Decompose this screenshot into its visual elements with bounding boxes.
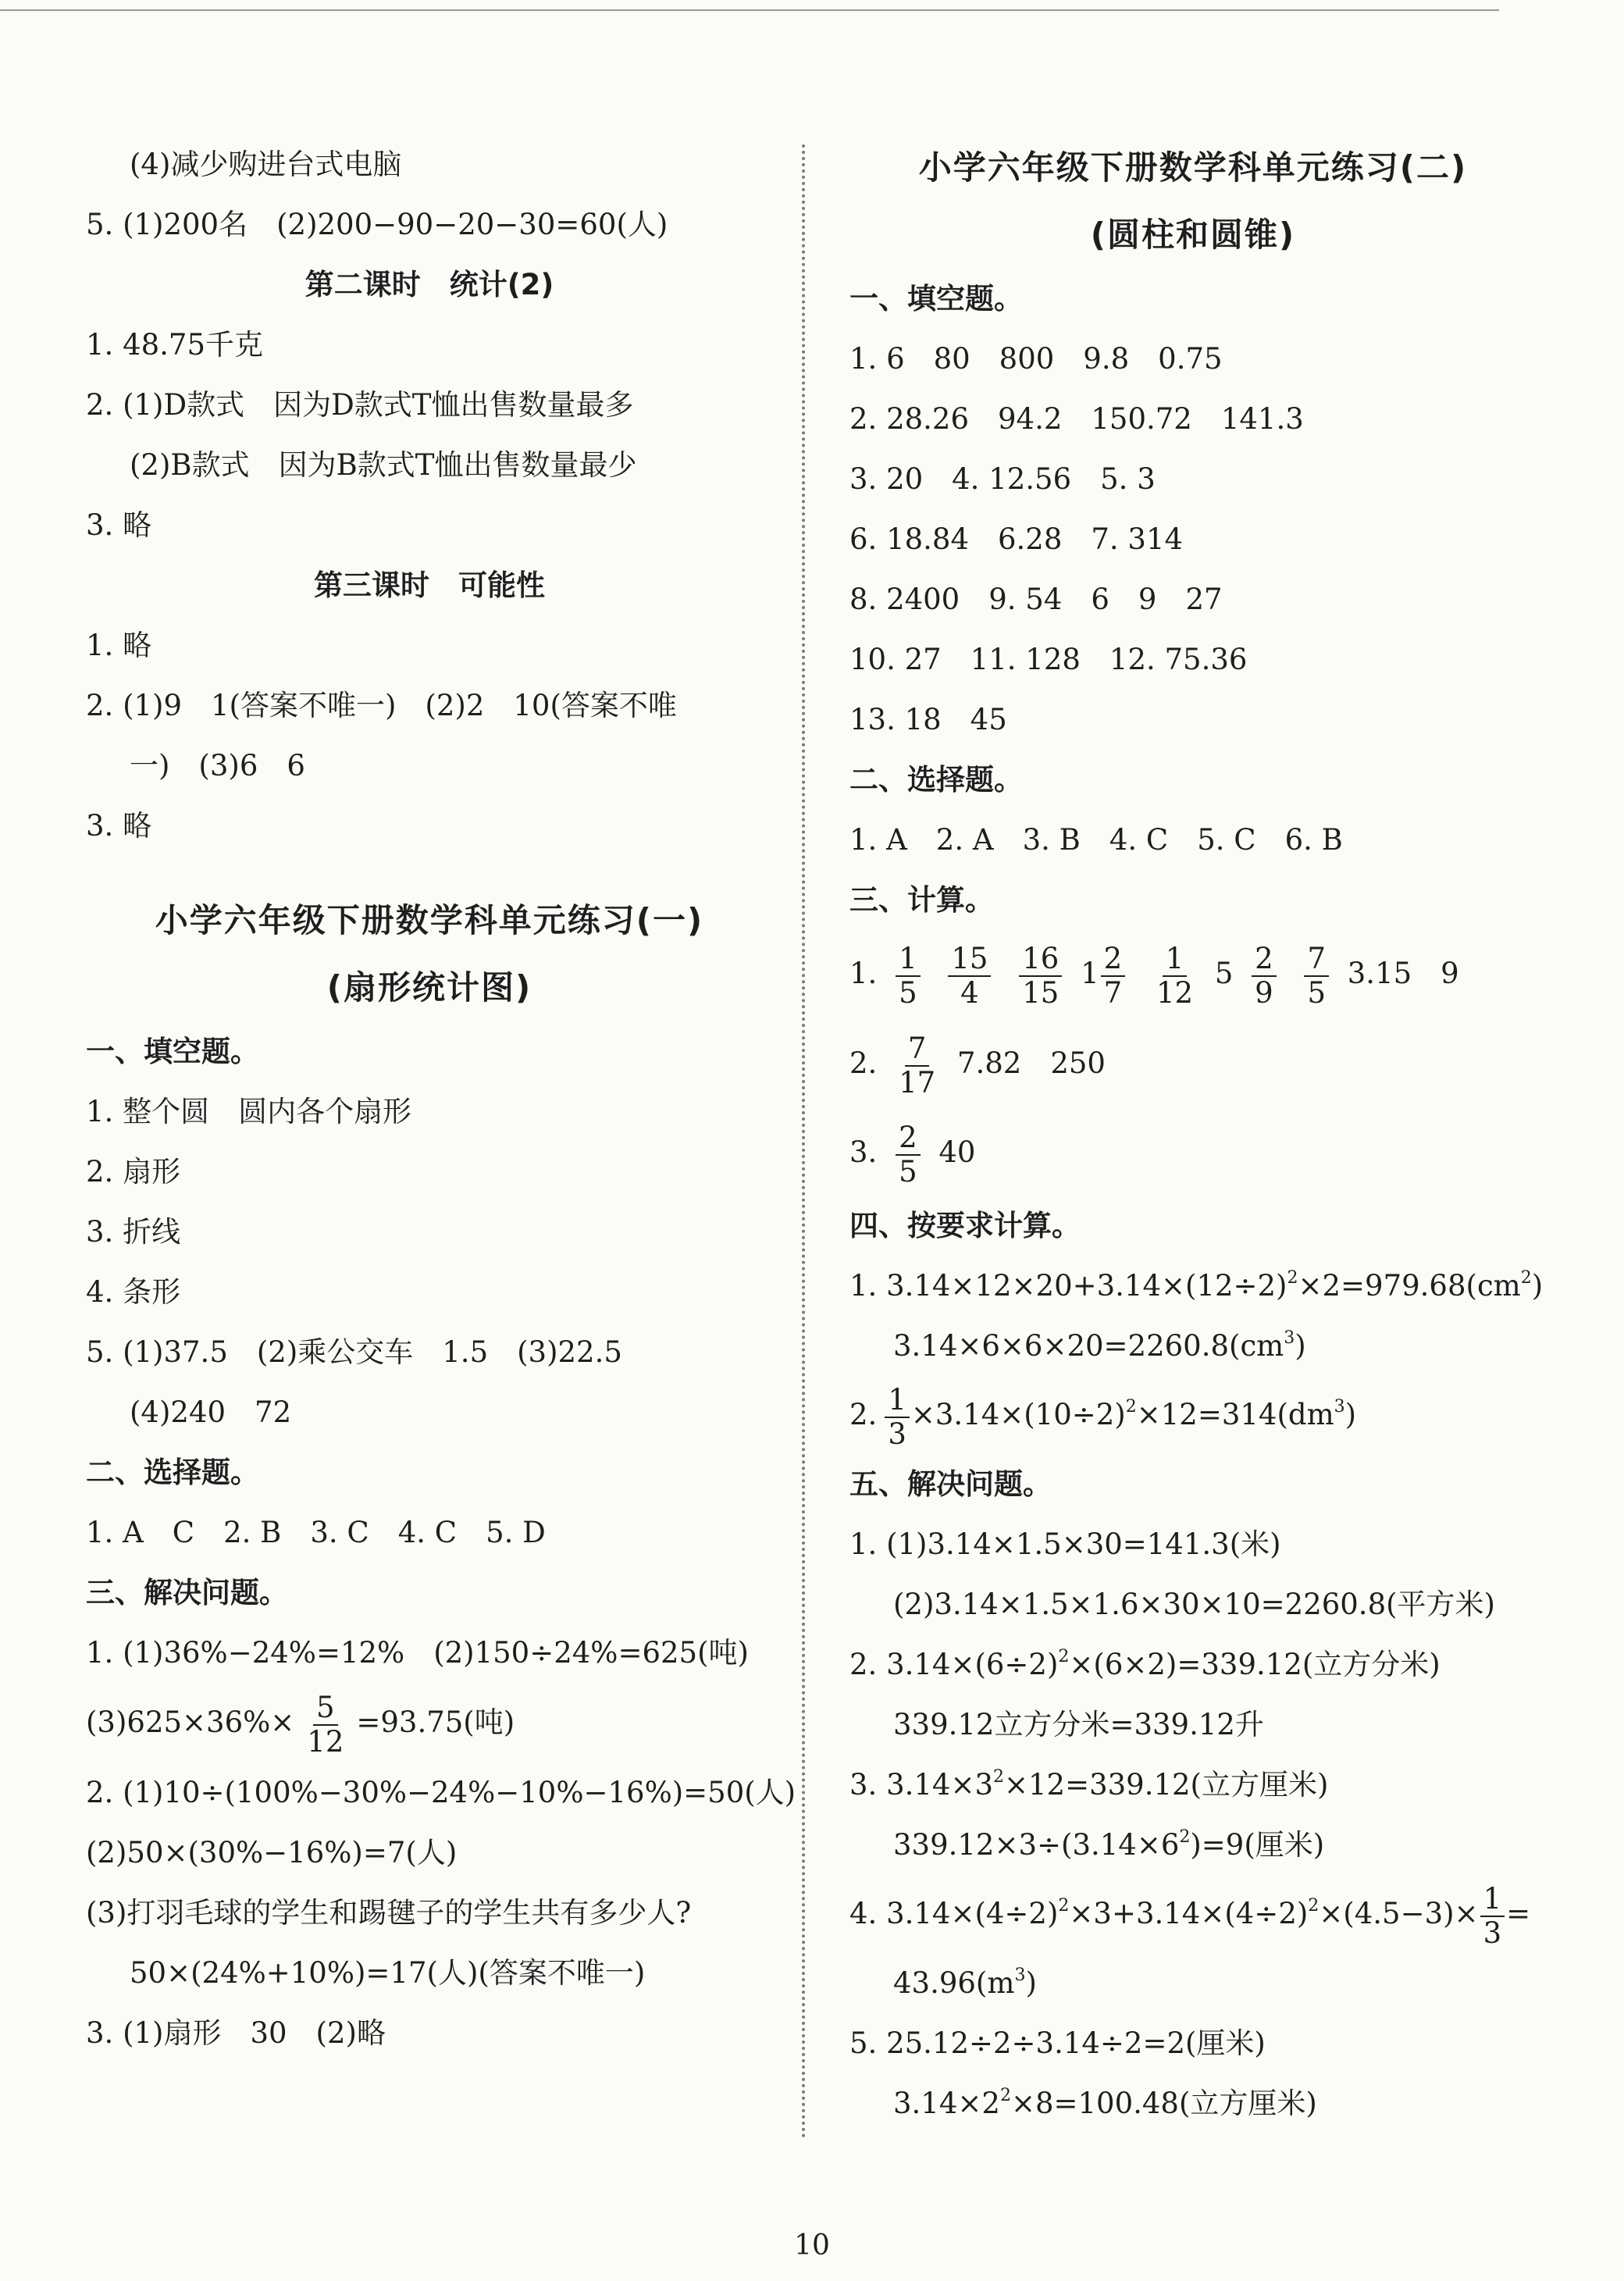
answer-line: 1. A C 2. B 3. C 4. C 5. D (86, 1516, 546, 1549)
column-divider (802, 144, 805, 2140)
answer-line: 2. (1)D款式 因为D款式T恤出售数量最多 (86, 388, 634, 422)
answer-line: 2. 28.26 94.2 150.72 141.3 (849, 402, 1304, 436)
section-heading: 二、选择题。 (86, 1456, 259, 1489)
answer-line: 1. $3.14\times 12\times 20+3.14\times(12\div 2)^2\times 2=979.68(cm^2)$ (849, 1268, 1544, 1303)
answer-line: 5. (1)200名 (2)200−90−20−30=60(人) (86, 208, 668, 241)
answer-line: 1. 整个圆 圆内各个扇形 (86, 1095, 412, 1128)
fraction: $\frac{15}{4}$ (948, 943, 991, 1009)
section-heading: 四、按要求计算。 (849, 1209, 1081, 1242)
answer-line: 2. $3.14\times(6\div 2)^2\times(6\times 2)=339.12$(立方分米) (849, 1647, 1441, 1681)
answer-line: 6. 18.84 6.28 7. 314 (849, 522, 1184, 556)
fraction: $\frac{1}{5}$ (896, 943, 921, 1009)
answer-line: 3. 20 4. 12.56 5. 3 (849, 462, 1156, 496)
answer-line: 1. (1)3.14×1.5×30=141.3(米) (849, 1527, 1281, 1561)
answer-line: 5. (1)37.5 (2)乘公交车 1.5 (3)22.5 (86, 1335, 622, 1369)
unit-subtitle: (圆柱和圆锥) (1090, 216, 1296, 254)
unit-title: 小学六年级下册数学科单元练习(一) (155, 901, 704, 939)
fraction: $\frac{16}{15}$ (1019, 943, 1062, 1009)
answer-line: 1. 6 80 800 9.8 0.75 (849, 342, 1223, 376)
answer-line: 2. 扇形 (86, 1155, 181, 1189)
answer-line: (2)B款式 因为B款式T恤出售数量最少 (130, 448, 637, 482)
answer-line: 2. $\frac{1}{3}$ $\times 3.14\times(10\div 2)^2\times 12=314(dm^3)$ (849, 1383, 1357, 1451)
mixed-fraction: $\frac{2}{7}$ (1101, 943, 1126, 1009)
answer-line: 3. $\frac{2}{5}$ 40 (849, 1121, 976, 1189)
lesson-heading: 第二课时 统计(2) (304, 268, 554, 301)
answer-line: 339.12立方分米=339.12升 (893, 1708, 1264, 1741)
answer-line: 1. (1)36%−24%=12% (2)150÷24%=625(吨) (86, 1636, 749, 1670)
answer-line: 2. (1)10÷(100%−30%−24%−10%−16%)=50(人) (86, 1776, 796, 1809)
answer-line: 2. (1)9 1(答案不唯一) (2)2 10(答案不唯 (86, 689, 677, 722)
answer-line: 3. 折线 (86, 1215, 181, 1249)
answer-line: (4)减少购进台式电脑 (130, 148, 402, 181)
left-column (86, 134, 796, 2063)
fraction: $\frac{7}{5}$ (1304, 943, 1329, 1009)
fraction: $\frac{2}{9}$ (1252, 943, 1277, 1009)
fraction: $\frac{1}{3}$ (1480, 1883, 1505, 1949)
answer-line: 13. 18 45 (849, 703, 1007, 736)
answer-line: $339.12\times 3\div(3.14\times 6^2)=9$(厘米) (893, 1827, 1325, 1862)
fraction: $\frac{1}{3}$ (885, 1384, 910, 1450)
answer-line: 10. 27 11. 128 12. 75.36 (849, 643, 1248, 676)
section-heading: 一、填空题。 (86, 1035, 259, 1068)
answer-line: 3. 略 (86, 809, 152, 843)
fraction: $\frac{2}{5}$ (896, 1121, 921, 1188)
answer-line: (2)3.14×1.5×1.6×30×10=2260.8(平方米) (893, 1588, 1495, 1621)
answer-line: 50×(24%+10%)=17(人)(答案不唯一) (130, 1956, 646, 1990)
right-column (849, 134, 1544, 2133)
answer-line: 3. (1)扇形 30 (2)略 (86, 2016, 386, 2050)
page-number: 10 (794, 2229, 830, 2261)
fraction: $\frac{1}{12}$ (1156, 942, 1194, 1010)
answer-line: 1. A 2. A 3. B 4. C 5. C 6. B (849, 823, 1343, 857)
section-heading: 二、选择题。 (849, 763, 1023, 797)
answer-line: 1. 略 (86, 629, 152, 662)
answer-line: 2. $\frac{7}{17}$ 7.82 250 (849, 1032, 1106, 1100)
unit-subtitle: (扇形统计图) (326, 968, 532, 1007)
answer-line: (4)240 72 (130, 1395, 292, 1429)
answer-line: (2)50×(30%−16%)=7(人) (86, 1836, 458, 1869)
answer-line: 8. 2400 9. 54 6 9 27 (849, 583, 1223, 616)
section-heading: 一、填空题。 (849, 282, 1023, 315)
top-rule (0, 9, 1499, 11)
unit-title: 小学六年级下册数学科单元练习(二) (918, 148, 1468, 187)
answer-line: 3. 略 (86, 508, 152, 542)
fraction: $\frac{7}{17}$ (899, 1032, 936, 1100)
answer-line: $3.14\times 2^2\times 8=100.48$(立方厘米) (893, 2086, 1317, 2120)
answer-line: 4. 条形 (86, 1275, 181, 1309)
answer-line: (3)625×36%× $\frac{5}{12}$ =93.75(吨) (86, 1691, 515, 1759)
answer-line: 1. 48.75千克 (86, 328, 263, 362)
answer-line: 一) (3)6 6 (130, 749, 305, 782)
answer-line: 1. $\frac{1}{5}$ $\frac{15}{4}$ $\frac{16}{15}$ 1 $\frac{2}{7}$ $\frac{1}{12}$ 5 $\frac{2}{9}$ $\frac{7}{5}$ 3.15 9 (849, 942, 1459, 1010)
answer-line: 5. 25.12÷2÷3.14÷2=2(厘米) (849, 2026, 1266, 2060)
answer-line: $43.96(m^3)$ (893, 1966, 1037, 2000)
answer-line: $3.14\times 6\times 6\times 20=2260.8(cm^3)$ (893, 1328, 1306, 1363)
answer-line: 3. $3.14\times 3^2\times 12=339.12$(立方厘米) (849, 1767, 1329, 1802)
section-heading: 三、解决问题。 (86, 1576, 288, 1609)
answer-line: (3)打羽毛球的学生和踢毽子的学生共有多少人? (86, 1896, 692, 1930)
lesson-heading: 第三课时 可能性 (314, 568, 545, 602)
section-heading: 三、计算。 (849, 883, 994, 917)
fraction: $\frac{5}{12}$ (307, 1691, 344, 1759)
section-heading: 五、解决问题。 (849, 1467, 1052, 1501)
answer-line: 4. $3.14\times(4\div 2)^2\times 3+3.14\times(4\div 2)^2\times(4.5-3)\times$ $\frac{1}{3}$ = (849, 1882, 1531, 1950)
